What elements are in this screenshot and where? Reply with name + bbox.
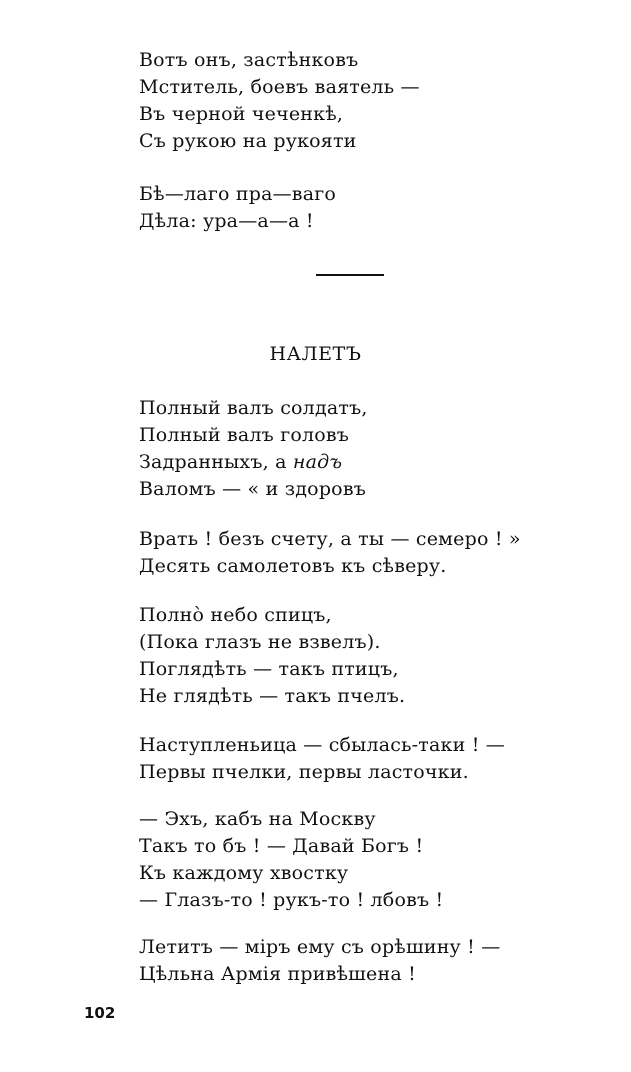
- verse-line: Такъ то бъ ! — Давай Богъ !: [139, 835, 424, 857]
- verse-line: Врать ! безъ счету, а ты — семеро ! »: [139, 528, 521, 550]
- verse-line: Бѣ—лаго пра—ваго: [139, 183, 337, 205]
- verse-line: Валомъ — « и здоровъ: [139, 478, 366, 500]
- verse-line: Мститель, боевъ ваятель —: [139, 76, 420, 98]
- verse-line: Поглядѣть — такъ птицъ,: [139, 658, 399, 680]
- verse-line: Цѣльна Армія привѣшена !: [139, 963, 416, 985]
- verse-line: Летитъ — міръ ему съ орѣшину ! —: [139, 936, 501, 958]
- verse-line-with-italic: [139, 449, 342, 475]
- italic-word: надъ: [292, 451, 343, 473]
- verse-line: Къ каждому хвостку: [139, 862, 349, 884]
- verse-line: — Глазъ-то ! рукъ-то ! лбовъ !: [139, 889, 444, 911]
- verse-line: Въ черной чеченкѣ,: [139, 103, 344, 125]
- verse-line: Первы пчелки, первы ласточки.: [139, 761, 469, 783]
- verse-line: Десять самолетовъ къ сѣверу.: [139, 555, 447, 577]
- page-number: 102: [84, 1004, 116, 1022]
- verse-line: (Пока глазъ не взвелъ).: [139, 631, 381, 653]
- verse-line: — Эхъ, кабъ на Москву: [139, 808, 376, 830]
- verse-line: Полный валъ головъ: [139, 424, 350, 446]
- verse-line: Вотъ онъ, застѣнковъ: [139, 49, 359, 71]
- verse-line: Полный валъ солдатъ,: [139, 397, 368, 419]
- verse-text: Задранныхъ, а: [139, 451, 293, 473]
- section-divider: [316, 274, 384, 276]
- verse-line: Наступленьица — сбылась-таки ! —: [139, 734, 505, 756]
- verse-line: Полно̀ небо спицъ,: [139, 604, 332, 626]
- verse-line: Дѣла: ура—а—а !: [139, 210, 314, 232]
- verse-line: Съ рукою на рукояти: [139, 130, 357, 152]
- verse-line: Не глядѣть — такъ пчелъ.: [139, 685, 406, 707]
- poem-title: НАЛЕТЪ: [269, 343, 362, 365]
